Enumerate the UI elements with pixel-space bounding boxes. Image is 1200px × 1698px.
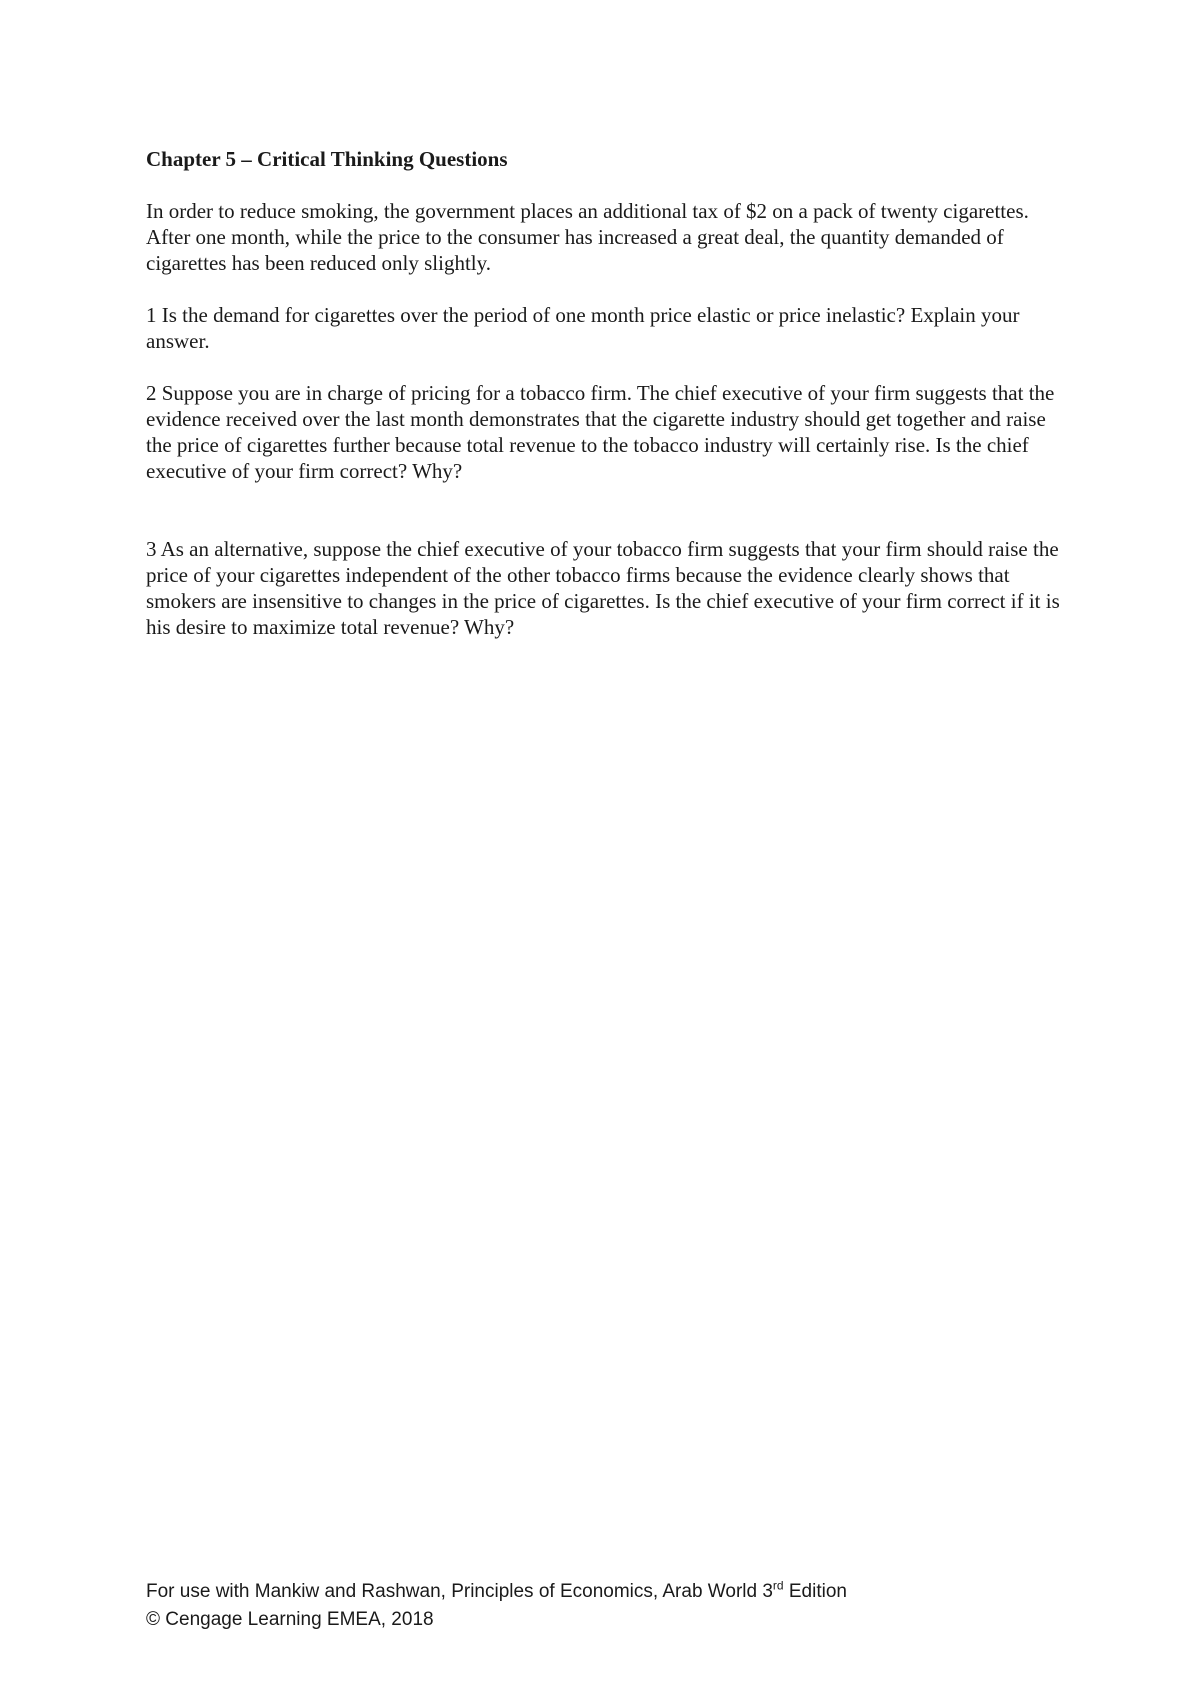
page-title: Chapter 5 – Critical Thinking Questions	[146, 147, 508, 171]
footer-citation-text: For use with Mankiw and Rashwan, Principles of Economics, Arab World 3	[146, 1581, 773, 1602]
question-3: 3 As an alternative, suppose the chief executive of your tobacco firm suggests that your firm should raise the price of your cigarettes independent of the other tobacco firms because the evidence clearly shows that smokers are insensitive to changes in the price of cigarettes. Is the chief executive of your firm correct if it is his desire to maximize total revenue? Why?	[146, 537, 1060, 639]
footer-citation	[146, 1578, 847, 1606]
question-2: 2 Suppose you are in charge of pricing for a tobacco firm. The chief executive of your firm suggests that the evidence received over the last month demonstrates that the cigarette industry should get together and raise the price of cigarettes further because total revenue to the tobacco industry will certainly rise. Is the chief executive of your firm correct? Why?	[146, 381, 1055, 483]
question-1: 1 Is the demand for cigarettes over the period of one month price elastic or price inelastic? Explain your answer.	[146, 303, 1020, 353]
footer-edition-text: Edition	[783, 1581, 847, 1602]
intro-paragraph: In order to reduce smoking, the government places an additional tax of $2 on a pack of twenty cigarettes. After one month, while the price to the consumer has increased a great deal, the quantity demanded of cigarettes has been reduced only slightly.	[146, 199, 1029, 275]
footer-copyright: © Cengage Learning EMEA, 2018	[146, 1609, 434, 1630]
document-body	[146, 146, 1076, 666]
footer-superscript: rd	[772, 1578, 784, 1593]
page-footer	[146, 1578, 847, 1634]
